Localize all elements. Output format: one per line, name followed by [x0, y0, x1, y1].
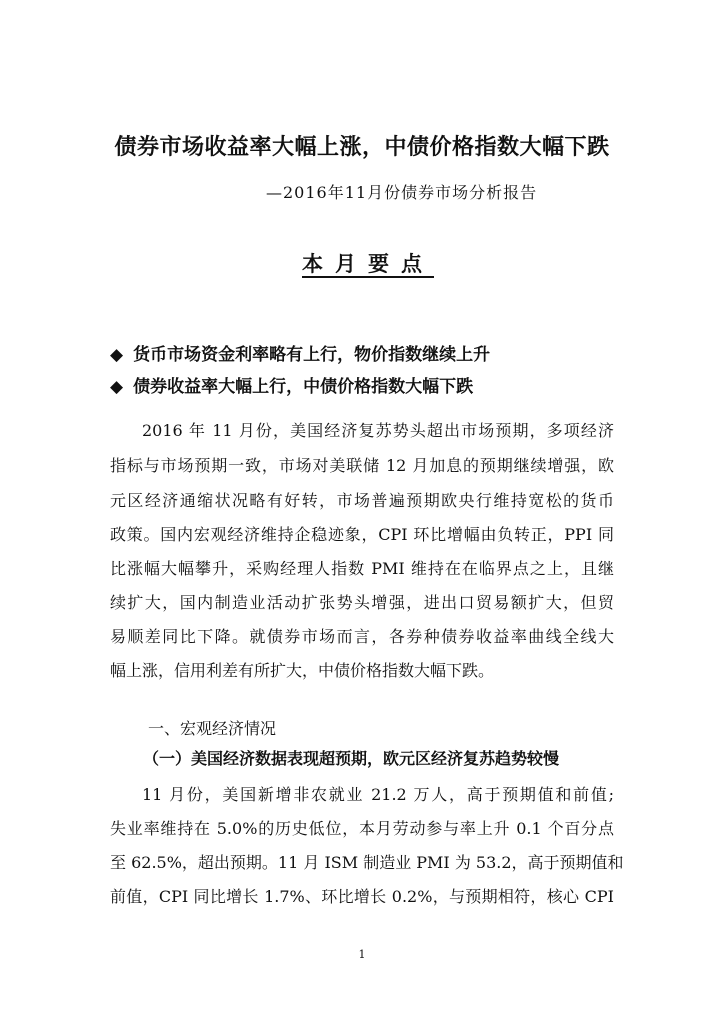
- summary-line: 幅上涨，信用利差有所扩大，中债价格指数大幅下跌。: [110, 661, 495, 680]
- summary-line: 易顺差同比下降。就债券市场而言，各券种债券收益率曲线全线大: [110, 627, 614, 646]
- diamond-bullet-icon: ◆: [110, 345, 124, 365]
- highlight-bullet-2: [110, 372, 473, 397]
- page-number: 1: [358, 948, 366, 961]
- highlight-bullet-text: 货币市场资金利率略有上行，物价指数继续上升: [133, 345, 491, 365]
- summary-line: 元区经济通缩状况略有好转，市场普遍预期欧央行维持宽松的货币: [110, 491, 614, 510]
- section-heading-macro: 一、宏观经济情况: [148, 719, 277, 738]
- summary-line: 续扩大，国内制造业活动扩张势头增强，进出口贸易额扩大，但贸: [110, 593, 614, 612]
- body-line: 失业率维持在 5.0%的历史低位，本月劳动参与率上升 0.1 个百分点: [110, 819, 614, 838]
- report-subtitle: —2016年11月份债券市场分析报告: [266, 183, 538, 202]
- diamond-bullet-icon: ◆: [110, 377, 124, 397]
- body-line: 前值，CPI 同比增长 1.7%、环比增长 0.2%，与预期相符，核心 CPI: [110, 887, 614, 906]
- summary-line: 指标与市场预期一致，市场对美联储 12 月加息的预期继续增强，欧: [110, 456, 614, 475]
- highlight-bullet-text: 债券收益率大幅上行，中债价格指数大幅下跌: [133, 377, 474, 397]
- subsection-heading-us-eurozone: （一）美国经济数据表现超预期，欧元区经济复苏趋势较慢: [143, 749, 560, 768]
- highlights-heading: [0, 248, 724, 278]
- highlight-bullet-1: [110, 340, 490, 365]
- summary-line: 2016 年 11 月份，美国经济复苏势头超出市场预期，多项经济: [142, 421, 614, 440]
- highlights-heading-text: 本月要点: [302, 252, 434, 276]
- summary-line: 比涨幅大幅攀升，采购经理人指数 PMI 维持在在临界点之上，且继: [110, 559, 614, 578]
- report-title: 债券市场收益率大幅上涨，中债价格指数大幅下跌: [114, 135, 610, 160]
- body-line: 至 62.5%，超出预期。11 月 ISM 制造业 PMI 为 53.2，高于预期值和: [110, 853, 624, 872]
- summary-line: 政策。国内宏观经济维持企稳迹象，CPI 环比增幅由负转正，PPI 同: [110, 525, 614, 544]
- body-line: 11 月份，美国新增非农就业 21.2 万人，高于预期值和前值;: [142, 785, 614, 804]
